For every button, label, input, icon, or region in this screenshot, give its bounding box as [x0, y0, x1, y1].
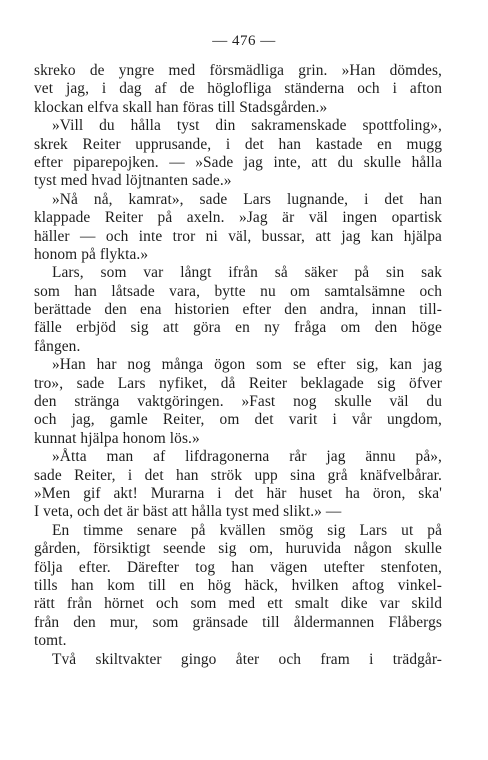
text-line: I veta, och det är bäst att hålla tyst med slikt.» —	[34, 503, 342, 521]
text-line: tro», sade Lars nyfiket, då Reiter beklagade sig öfver	[34, 374, 442, 392]
text-line: skreko de yngre med försmädliga grin. »Han dömdes,	[34, 62, 442, 79]
text-line: klockan elfva skall han föras till Stadsgården.»	[34, 98, 328, 116]
text-line: En timme senare på kvällen smög sig Lars ut på	[52, 521, 442, 539]
text-line: honom på flykta.»	[34, 245, 149, 263]
text-line: Lars, som var långt ifrån så säker på sin sak	[52, 264, 442, 282]
text-line: »Åtta man af lifdragonerna rår jag ännu på»,	[52, 448, 442, 466]
page-number: — 476 —	[212, 33, 276, 49]
text-line: berättade den ena historien efter den andra, innan till-	[34, 301, 442, 319]
text-line: vet jag, i dag af de höglofliga ständerna och i afton	[34, 80, 442, 98]
text-line: »Han har nog många ögon som se efter sig, kan jag	[52, 356, 442, 374]
text-line: »Vill du hålla tyst din sakramenskade spottfoling»,	[52, 117, 442, 135]
text-line: skrek Reiter upprusande, i det han kastade en mugg	[34, 135, 442, 153]
text-line: efter piparepojken. — »Sade jag inte, att du skulle hålla	[34, 153, 442, 171]
body-text	[34, 62, 442, 669]
text-line: fälle erbjöd sig att göra en ny fråga om den höge	[34, 319, 442, 337]
text-line: tomt.	[34, 632, 67, 650]
text-line: sade Reiter, i det han strök upp sina grå knäfvelbårar.	[34, 466, 442, 484]
text-line: fången.	[34, 337, 81, 355]
text-line: följa efter. Därefter tog han vägen utefter stenfoten,	[34, 558, 442, 576]
text-line: och jag, gamle Reiter, om det varit i vår ungdom,	[34, 411, 442, 429]
text-line: »Nå nå, kamrat», sade Lars lugnande, i det han	[52, 190, 442, 208]
text-line: den stränga vaktgöringen. »Fast nog skulle väl du	[34, 393, 442, 411]
text-line: från den mur, som gränsade till åldermannen Flåbergs	[34, 613, 442, 631]
text-line: tills han kom till en hög häck, hvilken aftog vinkel-	[34, 576, 442, 594]
text-line: kunnat hjälpa honom lös.»	[34, 429, 200, 447]
text-line: tyst med hvad löjtnanten sade.»	[34, 172, 232, 190]
text-line: som han låtsade vara, bytte nu om samtalsämne och	[34, 282, 442, 300]
text-line: rätt från hörnet och som med ett smalt dike var skild	[34, 595, 442, 613]
text-line: klappade Reiter på axeln. »Jag är väl ingen opartisk	[34, 209, 442, 227]
text-line: »Men gif akt! Murarna i det här huset ha öron, ska'	[34, 484, 442, 502]
text-line: Två skiltvakter gingo åter och fram i trädgår-	[52, 650, 442, 668]
text-line: gården, försiktigt seende sig om, huruvida någon skulle	[34, 540, 442, 558]
text-line: häller — och inte tror ni väl, bussar, att jag kan hjälpa	[34, 227, 442, 245]
